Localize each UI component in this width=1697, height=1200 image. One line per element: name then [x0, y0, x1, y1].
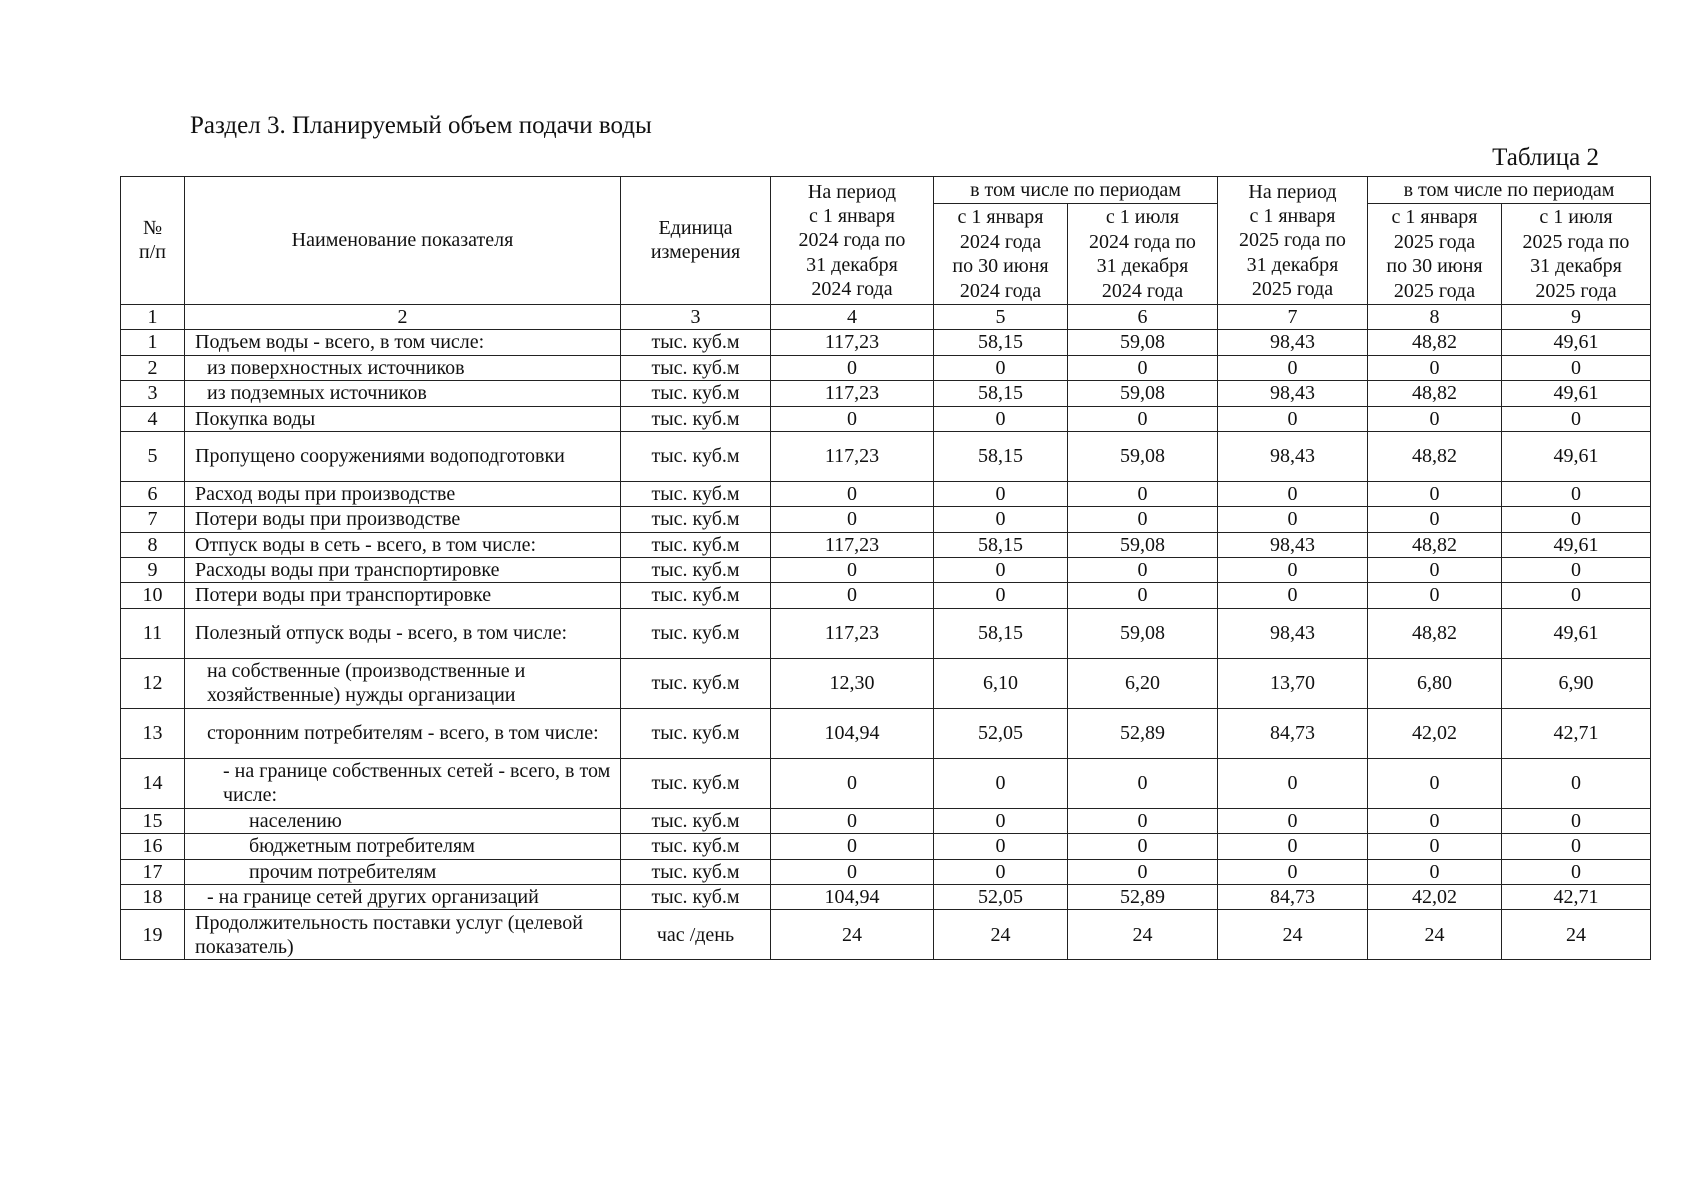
value-cell: 0 [934, 481, 1068, 506]
indicator-name: из подземных источников [185, 381, 621, 406]
value-cell: 0 [1368, 583, 1502, 608]
value-cell: 0 [1068, 558, 1218, 583]
value-cell: 24 [771, 910, 934, 960]
value-cell: 0 [1368, 808, 1502, 833]
value-cell: 0 [934, 355, 1068, 380]
unit-cell: тыс. куб.м [621, 431, 771, 481]
value-cell: 0 [1068, 507, 1218, 532]
table-row [121, 708, 1651, 758]
header-num-label: № п/п [139, 217, 166, 264]
table-row [121, 330, 1651, 355]
header-h2-2024-label: с 1 июля 2024 года по 31 декабря 2024 года [1089, 206, 1196, 302]
value-cell: 117,23 [771, 431, 934, 481]
value-cell: 59,08 [1068, 431, 1218, 481]
row-number: 2 [121, 355, 185, 380]
value-cell: 0 [1068, 355, 1218, 380]
row-number: 13 [121, 708, 185, 758]
value-cell: 0 [1068, 834, 1218, 859]
header-including-2025-label: в том числе по периодам [1403, 179, 1615, 201]
row-number: 9 [121, 558, 185, 583]
value-cell: 0 [1068, 481, 1218, 506]
value-cell: 0 [1368, 834, 1502, 859]
header-unit [621, 177, 771, 305]
value-cell: 0 [771, 859, 934, 884]
unit-cell: тыс. куб.м [621, 355, 771, 380]
table-row [121, 431, 1651, 481]
value-cell: 0 [1068, 758, 1218, 808]
row-number: 1 [121, 330, 185, 355]
header-including-2024 [934, 177, 1218, 204]
row-number: 6 [121, 481, 185, 506]
header-h1-2024 [934, 204, 1068, 305]
value-cell: 48,82 [1368, 608, 1502, 658]
unit-cell: тыс. куб.м [621, 381, 771, 406]
table-row [121, 583, 1651, 608]
row-number: 15 [121, 808, 185, 833]
header-unit-label: Единица измерения [650, 217, 741, 264]
header-including-2024-label: в том числе по периодам [970, 179, 1181, 201]
indicator-name: населению [185, 808, 621, 833]
value-cell: 0 [1502, 834, 1651, 859]
column-number: 3 [621, 304, 771, 329]
table-row [121, 758, 1651, 808]
unit-cell: тыс. куб.м [621, 608, 771, 658]
table-body [121, 330, 1651, 960]
indicator-name: - на границе собственных сетей - всего, в том числе: [185, 758, 621, 808]
value-cell: 52,89 [1068, 708, 1218, 758]
table-header [121, 177, 1651, 330]
value-cell: 117,23 [771, 532, 934, 557]
indicator-name: - на границе сетей других организаций [185, 885, 621, 910]
unit-cell: тыс. куб.м [621, 758, 771, 808]
value-cell: 59,08 [1068, 381, 1218, 406]
value-cell: 98,43 [1218, 330, 1368, 355]
value-cell: 0 [1502, 758, 1651, 808]
value-cell: 13,70 [1218, 658, 1368, 708]
indicator-name: на собственные (производственные и хозяйственные) нужды организации [185, 658, 621, 708]
value-cell: 0 [1368, 507, 1502, 532]
value-cell: 0 [934, 758, 1068, 808]
row-number: 5 [121, 431, 185, 481]
value-cell: 42,02 [1368, 885, 1502, 910]
value-cell: 0 [1502, 507, 1651, 532]
row-number: 7 [121, 507, 185, 532]
value-cell: 24 [1068, 910, 1218, 960]
value-cell: 0 [771, 758, 934, 808]
value-cell: 6,90 [1502, 658, 1651, 708]
value-cell: 0 [1068, 583, 1218, 608]
value-cell: 0 [1218, 406, 1368, 431]
column-number: 4 [771, 304, 934, 329]
value-cell: 0 [1218, 481, 1368, 506]
indicator-name: Покупка воды [185, 406, 621, 431]
value-cell: 0 [1502, 481, 1651, 506]
value-cell: 104,94 [771, 708, 934, 758]
value-cell: 0 [1068, 859, 1218, 884]
value-cell: 0 [934, 507, 1068, 532]
indicator-name: Потери воды при производстве [185, 507, 621, 532]
header-period-2025-label: На период с 1 января 2025 года по 31 декабря 2025 года [1239, 180, 1346, 301]
value-cell: 59,08 [1068, 532, 1218, 557]
table-row [121, 481, 1651, 506]
unit-cell: тыс. куб.м [621, 583, 771, 608]
table-row [121, 885, 1651, 910]
value-cell: 58,15 [934, 381, 1068, 406]
value-cell: 24 [1368, 910, 1502, 960]
value-cell: 6,10 [934, 658, 1068, 708]
table-row [121, 355, 1651, 380]
value-cell: 84,73 [1218, 885, 1368, 910]
value-cell: 52,89 [1068, 885, 1218, 910]
header-including-2025 [1368, 177, 1651, 204]
value-cell: 12,30 [771, 658, 934, 708]
row-number: 4 [121, 406, 185, 431]
indicator-name: Подъем воды - всего, в том числе: [185, 330, 621, 355]
header-h1-2024-label: с 1 января 2024 года по 30 июня 2024 года [952, 206, 1049, 302]
column-number: 9 [1502, 304, 1651, 329]
value-cell: 0 [1368, 481, 1502, 506]
value-cell: 0 [1368, 406, 1502, 431]
value-cell: 52,05 [934, 885, 1068, 910]
value-cell: 0 [771, 808, 934, 833]
unit-cell: тыс. куб.м [621, 532, 771, 557]
value-cell: 0 [1068, 406, 1218, 431]
value-cell: 0 [1368, 558, 1502, 583]
row-number: 17 [121, 859, 185, 884]
header-h2-2025-label: с 1 июля 2025 года по 31 декабря 2025 года [1522, 206, 1630, 302]
value-cell: 0 [934, 859, 1068, 884]
table-row [121, 859, 1651, 884]
value-cell: 0 [1502, 406, 1651, 431]
indicator-name: Расходы воды при транспортировке [185, 558, 621, 583]
header-name [185, 177, 621, 305]
value-cell: 48,82 [1368, 431, 1502, 481]
table-row [121, 406, 1651, 431]
row-number: 10 [121, 583, 185, 608]
value-cell: 0 [934, 834, 1068, 859]
value-cell: 0 [1502, 808, 1651, 833]
indicator-name: сторонним потребителям - всего, в том числе: [185, 708, 621, 758]
unit-cell: тыс. куб.м [621, 330, 771, 355]
header-period-2024 [771, 177, 934, 305]
value-cell: 59,08 [1068, 330, 1218, 355]
column-number: 2 [185, 304, 621, 329]
value-cell: 48,82 [1368, 532, 1502, 557]
column-number: 8 [1368, 304, 1502, 329]
value-cell: 48,82 [1368, 381, 1502, 406]
indicator-name: Расход воды при производстве [185, 481, 621, 506]
row-number: 3 [121, 381, 185, 406]
row-number: 12 [121, 658, 185, 708]
value-cell: 0 [934, 406, 1068, 431]
value-cell: 98,43 [1218, 532, 1368, 557]
table-row [121, 834, 1651, 859]
unit-cell: тыс. куб.м [621, 859, 771, 884]
value-cell: 0 [1218, 859, 1368, 884]
value-cell: 24 [1218, 910, 1368, 960]
unit-cell: тыс. куб.м [621, 834, 771, 859]
column-numbers-row [121, 304, 1651, 329]
value-cell: 0 [1368, 355, 1502, 380]
table-row [121, 658, 1651, 708]
value-cell: 58,15 [934, 431, 1068, 481]
value-cell: 0 [771, 583, 934, 608]
value-cell: 117,23 [771, 608, 934, 658]
value-cell: 58,15 [934, 608, 1068, 658]
value-cell: 42,71 [1502, 885, 1651, 910]
value-cell: 24 [1502, 910, 1651, 960]
unit-cell: час /день [621, 910, 771, 960]
value-cell: 0 [1218, 583, 1368, 608]
indicator-name: из поверхностных источников [185, 355, 621, 380]
table-row [121, 910, 1651, 960]
value-cell: 0 [1218, 758, 1368, 808]
unit-cell: тыс. куб.м [621, 885, 771, 910]
column-number: 1 [121, 304, 185, 329]
value-cell: 0 [771, 834, 934, 859]
value-cell: 0 [1368, 758, 1502, 808]
value-cell: 98,43 [1218, 608, 1368, 658]
value-cell: 98,43 [1218, 431, 1368, 481]
value-cell: 117,23 [771, 381, 934, 406]
value-cell: 0 [1218, 808, 1368, 833]
row-number: 8 [121, 532, 185, 557]
value-cell: 0 [1368, 859, 1502, 884]
value-cell: 0 [934, 808, 1068, 833]
header-period-2024-label: На период с 1 января 2024 года по 31 декабря 2024 года [798, 180, 906, 301]
value-cell: 42,02 [1368, 708, 1502, 758]
column-number: 5 [934, 304, 1068, 329]
value-cell: 104,94 [771, 885, 934, 910]
value-cell: 0 [1502, 558, 1651, 583]
value-cell: 58,15 [934, 532, 1068, 557]
row-number: 14 [121, 758, 185, 808]
value-cell: 0 [771, 481, 934, 506]
value-cell: 98,43 [1218, 381, 1368, 406]
value-cell: 0 [771, 558, 934, 583]
row-number: 18 [121, 885, 185, 910]
value-cell: 59,08 [1068, 608, 1218, 658]
value-cell: 49,61 [1502, 608, 1651, 658]
value-cell: 0 [934, 583, 1068, 608]
table-row [121, 532, 1651, 557]
value-cell: 0 [1218, 834, 1368, 859]
header-h1-2025-label: с 1 января 2025 года по 30 июня 2025 года [1386, 206, 1483, 302]
unit-cell: тыс. куб.м [621, 507, 771, 532]
value-cell: 0 [1218, 558, 1368, 583]
value-cell: 24 [934, 910, 1068, 960]
indicator-name: Продолжительность поставки услуг (целевой показатель) [185, 910, 621, 960]
value-cell: 49,61 [1502, 532, 1651, 557]
header-h2-2025 [1502, 204, 1651, 305]
value-cell: 0 [1068, 808, 1218, 833]
value-cell: 0 [1218, 507, 1368, 532]
value-cell: 0 [771, 355, 934, 380]
table-row [121, 558, 1651, 583]
unit-cell: тыс. куб.м [621, 481, 771, 506]
header-name-label: Наименование показателя [291, 229, 514, 252]
value-cell: 58,15 [934, 330, 1068, 355]
row-number: 19 [121, 910, 185, 960]
value-cell: 6,80 [1368, 658, 1502, 708]
indicator-name: бюджетным потребителям [185, 834, 621, 859]
header-h2-2024 [1068, 204, 1218, 305]
table-row [121, 808, 1651, 833]
indicator-name: Отпуск воды в сеть - всего, в том числе: [185, 532, 621, 557]
value-cell: 6,20 [1068, 658, 1218, 708]
value-cell: 0 [771, 406, 934, 431]
value-cell: 117,23 [771, 330, 934, 355]
value-cell: 0 [1218, 355, 1368, 380]
value-cell: 49,61 [1502, 330, 1651, 355]
value-cell: 0 [1502, 355, 1651, 380]
unit-cell: тыс. куб.м [621, 808, 771, 833]
value-cell: 49,61 [1502, 431, 1651, 481]
value-cell: 49,61 [1502, 381, 1651, 406]
unit-cell: тыс. куб.м [621, 406, 771, 431]
header-period-2025 [1218, 177, 1368, 305]
value-cell: 84,73 [1218, 708, 1368, 758]
value-cell: 42,71 [1502, 708, 1651, 758]
indicator-name: Потери воды при транспортировке [185, 583, 621, 608]
value-cell: 52,05 [934, 708, 1068, 758]
unit-cell: тыс. куб.м [621, 558, 771, 583]
header-h1-2025 [1368, 204, 1502, 305]
unit-cell: тыс. куб.м [621, 658, 771, 708]
column-number: 6 [1068, 304, 1218, 329]
value-cell: 0 [771, 507, 934, 532]
value-cell: 48,82 [1368, 330, 1502, 355]
section-title: Раздел 3. Планируемый объем подачи воды [190, 112, 652, 139]
header-num [121, 177, 185, 305]
unit-cell: тыс. куб.м [621, 708, 771, 758]
water-supply-table [120, 176, 1651, 960]
indicator-name: Пропущено сооружениями водоподготовки [185, 431, 621, 481]
value-cell: 0 [1502, 859, 1651, 884]
value-cell: 0 [934, 558, 1068, 583]
value-cell: 0 [1502, 583, 1651, 608]
table-caption: Таблица 2 [1492, 144, 1599, 171]
column-number: 7 [1218, 304, 1368, 329]
indicator-name: прочим потребителям [185, 859, 621, 884]
table-row [121, 608, 1651, 658]
row-number: 11 [121, 608, 185, 658]
table-row [121, 507, 1651, 532]
table-row [121, 381, 1651, 406]
row-number: 16 [121, 834, 185, 859]
indicator-name: Полезный отпуск воды - всего, в том числе: [185, 608, 621, 658]
